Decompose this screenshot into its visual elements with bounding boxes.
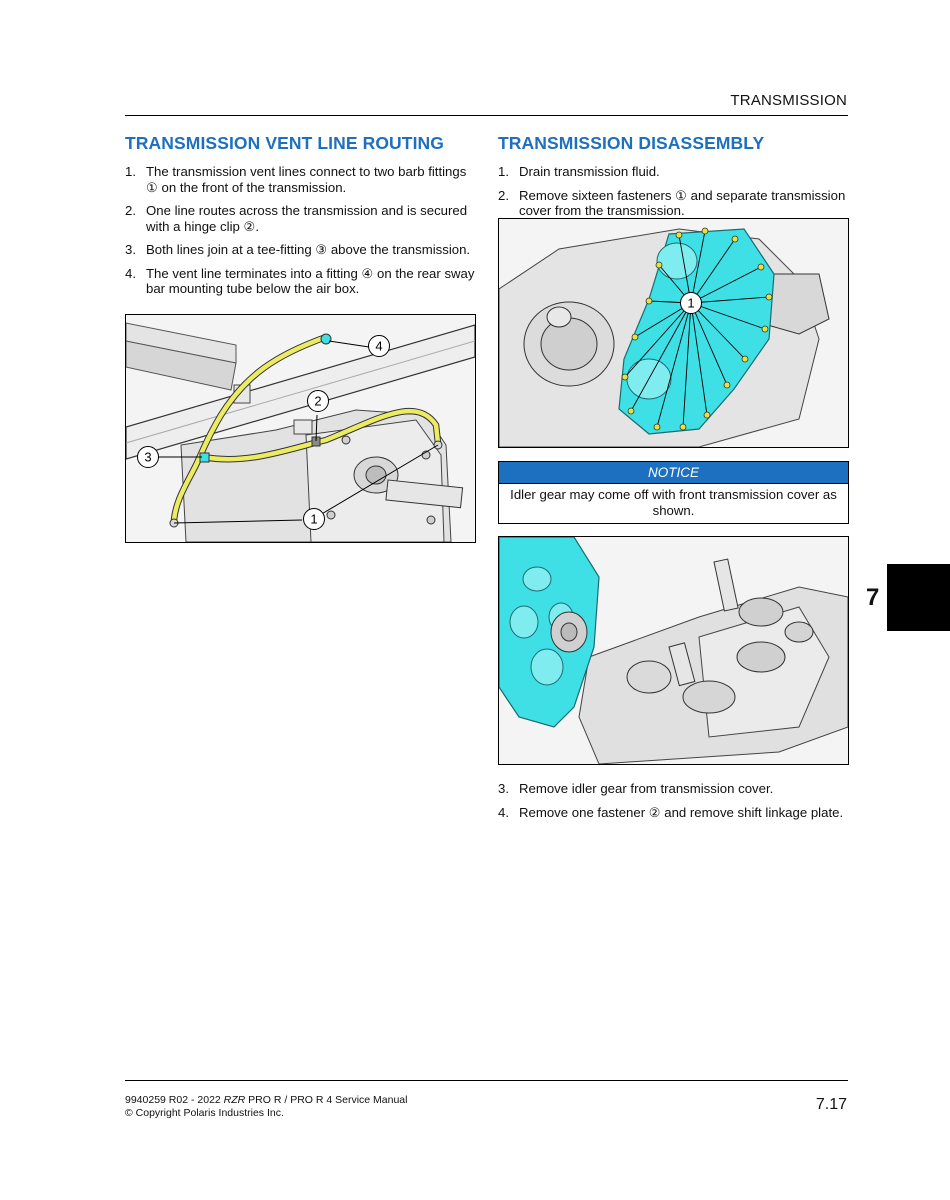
list-item: 3. Both lines join at a tee-fitting ③ above the transmission. [125, 242, 471, 257]
list-item: 1. Drain transmission fluid. [498, 164, 660, 179]
vent-line-routing-section [125, 133, 475, 305]
vent-line-figure [125, 314, 476, 543]
footer-copyright: © Copyright Polaris Industries Inc. [125, 1106, 284, 1119]
callout-1 [304, 509, 325, 530]
svg-text:4: 4 [375, 338, 383, 354]
footer-rule [125, 1080, 848, 1081]
svg-text:2: 2 [314, 393, 322, 409]
callout-1 [681, 293, 702, 314]
vent-line-illustration [126, 315, 475, 542]
notice-title: NOTICE [499, 462, 848, 484]
notice-body: Idler gear may come off with front transmission cover as shown. [510, 487, 837, 518]
notice-box [498, 461, 849, 524]
section-title: TRANSMISSION [730, 92, 847, 109]
list-item: 2. One line routes across the transmission and is secured with a hinge clip ②. [125, 203, 468, 234]
list-item: 4. The vent line terminates into a fitting ④ on the rear sway bar mounting tube below the air box. [125, 265, 475, 296]
list-item: 1. The transmission vent lines connect to two barb fittings ① on the front of the transmission. [125, 164, 467, 195]
disassembly-steps-continued [498, 781, 848, 828]
footer-doc-line: 9940259 R02 - 2022 RZR PRO R / PRO R 4 Service Manual [125, 1094, 408, 1106]
list-item: 4. Remove one fastener ② and remove shift linkage plate. [498, 804, 844, 820]
page-number: 7.17 [815, 1096, 847, 1113]
svg-text:3: 3 [144, 449, 152, 465]
cover-fasteners-figure [498, 218, 849, 448]
disassembly-steps-a [498, 164, 848, 219]
idler-gear-illustration [499, 537, 848, 764]
callout-2 [308, 391, 329, 412]
list-item: 2. Remove sixteen fasteners ① and separate transmission cover from the transmission. [498, 187, 846, 218]
disassembly-heading: TRANSMISSION DISASSEMBLY [498, 133, 765, 153]
disassembly-section [498, 133, 848, 227]
callout-3 [138, 447, 159, 468]
disassembly-steps-b [498, 781, 848, 820]
list-item: 3. Remove idler gear from transmission cover. [498, 781, 774, 796]
cover-fasteners-illustration [499, 219, 848, 447]
vent-line-steps [125, 164, 475, 297]
svg-text:1: 1 [310, 511, 318, 527]
footer-doc-info [125, 1094, 407, 1119]
vent-line-heading: TRANSMISSION VENT LINE ROUTING [125, 133, 444, 153]
header-rule [125, 115, 848, 116]
svg-text:1: 1 [687, 295, 695, 311]
idler-gear-figure [498, 536, 849, 765]
callout-4 [369, 336, 390, 357]
chapter-tab [887, 564, 950, 631]
chapter-number: 7 [866, 584, 880, 611]
